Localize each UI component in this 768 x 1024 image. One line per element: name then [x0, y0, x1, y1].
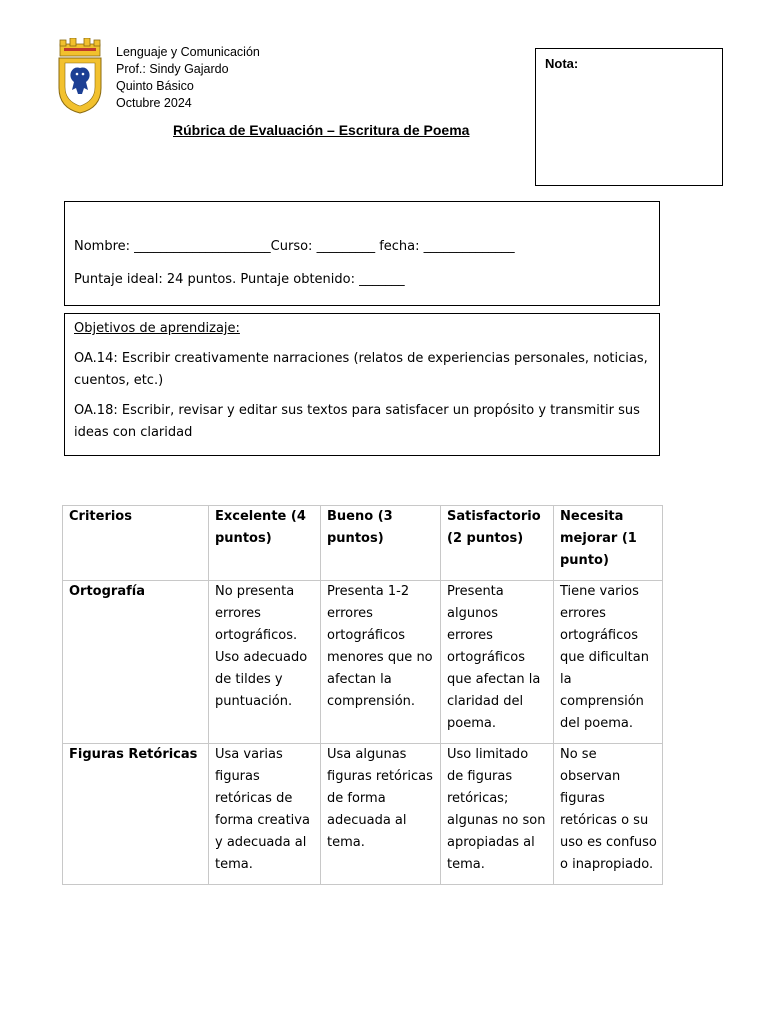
date-line: Octubre 2024	[116, 96, 192, 110]
header-necesita-mejorar: Necesita mejorar (1 punto)	[554, 506, 663, 581]
document-title: Rúbrica de Evaluación – Escritura de Poema	[173, 122, 470, 138]
grade-box	[535, 48, 723, 186]
document-header	[116, 44, 260, 112]
header-criterios: Criterios	[63, 506, 209, 581]
rubric-table	[62, 505, 663, 885]
student-info-box	[64, 201, 660, 306]
objective-oa14: OA.14: Escribir creativamente narraciones (relatos de experiencias personales, noticias, cuentos, etc.)	[74, 351, 648, 388]
rubric-cell: No se observan figuras retóricas o su uso es confuso o inapropiado.	[554, 744, 663, 885]
grade-box-label: Nota:	[545, 56, 579, 71]
objectives-box	[64, 313, 660, 456]
rubric-header-row	[63, 506, 663, 581]
teacher-line: Prof.: Sindy Gajardo	[116, 62, 229, 76]
rubric-cell: Usa algunas figuras retóricas de forma adecuada al tema.	[321, 744, 441, 885]
criterion-figuras-retoricas: Figuras Retóricas	[63, 744, 209, 885]
subject-line: Lenguaje y Comunicación	[116, 45, 260, 59]
table-row	[63, 581, 663, 744]
rubric-cell: Tiene varios errores ortográficos que dificultan la comprensión del poema.	[554, 581, 663, 744]
rubric-cell: No presenta errores ortográficos. Uso adecuado de tildes y puntuación.	[209, 581, 321, 744]
rubric-cell: Presenta algunos errores ortográficos que afectan la claridad del poema.	[441, 581, 554, 744]
objectives-heading: Objetivos de aprendizaje:	[74, 321, 240, 336]
header-excelente: Excelente (4 puntos)	[209, 506, 321, 581]
grade-level-line: Quinto Básico	[116, 79, 194, 93]
school-crest-logo	[56, 38, 104, 114]
criterion-ortografia: Ortografía	[63, 581, 209, 744]
rubric-cell: Usa varias figuras retóricas de forma creativa y adecuada al tema.	[209, 744, 321, 885]
header-satisfactorio: Satisfactorio (2 puntos)	[441, 506, 554, 581]
rubric-cell: Uso limitado de figuras retóricas; algunas no son apropiadas al tema.	[441, 744, 554, 885]
header-bueno: Bueno (3 puntos)	[321, 506, 441, 581]
objective-oa18: OA.18: Escribir, revisar y editar sus textos para satisfacer un propósito y transmitir sus ideas con claridad	[74, 403, 640, 440]
table-row	[63, 744, 663, 885]
rubric-cell: Presenta 1-2 errores ortográficos menores que no afectan la comprensión.	[321, 581, 441, 744]
student-name-course-date-line: Nombre: _____________________Curso: _________ fecha: ______________	[74, 239, 515, 254]
score-line: Puntaje ideal: 24 puntos. Puntaje obtenido: _______	[74, 272, 405, 287]
